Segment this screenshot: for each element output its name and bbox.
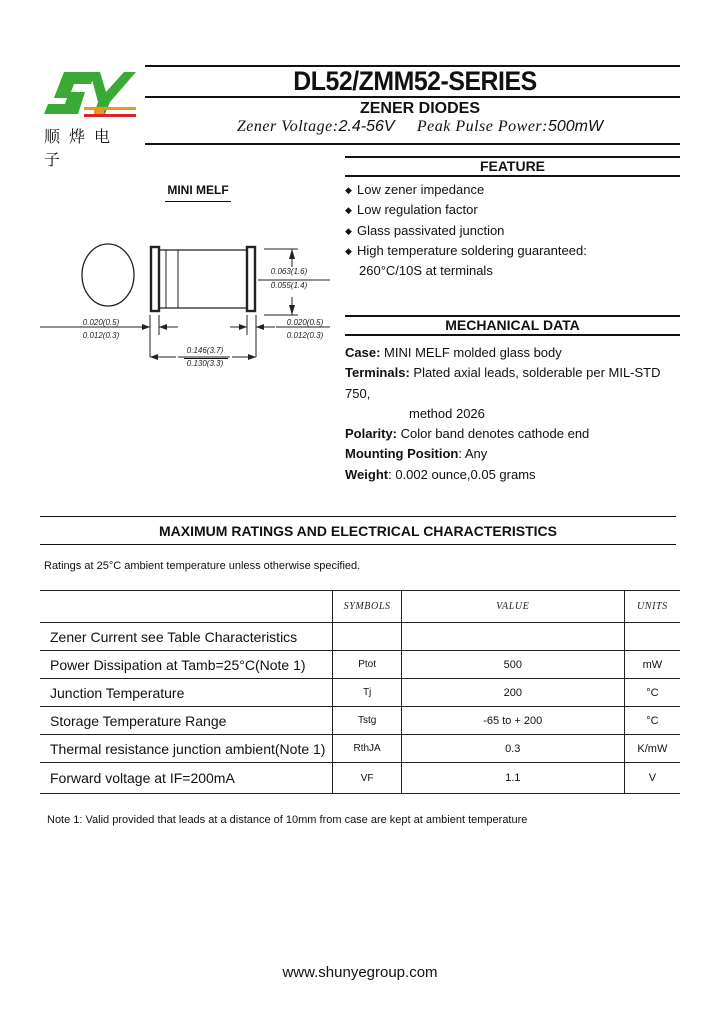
feature-item: ◆ Low zener impedance: [345, 180, 685, 200]
mech-case: Case: MINI MELF molded glass body: [345, 345, 562, 360]
package-label: MINI MELF: [167, 183, 229, 197]
arrow-bullet-icon: ◆: [345, 205, 352, 216]
arrow-bullet-icon: ◆: [345, 245, 352, 256]
table-row: Thermal resistance junction ambient(Note 1) RthJA 0.3 K/mW: [40, 735, 680, 763]
page-title: DL52/ZMM52-SERIES: [293, 66, 537, 96]
ratings-rule-top: [40, 516, 676, 517]
mechanical-title: MECHANICAL DATA: [445, 317, 580, 333]
header-rule-bottom: [145, 143, 680, 145]
dim-left-cap-max: 0.020(0.5): [82, 318, 120, 327]
table-row: Power Dissipation at Tamb=25°C(Note 1) Ptot 500 mW: [40, 651, 680, 679]
package-label-underline: [165, 201, 231, 202]
feature-item: ◆ Glass passivated junction: [345, 221, 685, 241]
table-row: Storage Temperature Range Tstg -65 to + 200 °C: [40, 707, 680, 735]
arrow-bullet-icon: ◆: [345, 225, 352, 236]
ratings-title: MAXIMUM RATINGS AND ELECTRICAL CHARACTERISTICS: [159, 523, 557, 539]
dim-right-cap-min: 0.012(0.3): [286, 331, 324, 340]
company-chinese-name: 顺烨电子: [44, 127, 120, 169]
dim-length-divider: [184, 358, 228, 359]
company-logo: [38, 62, 138, 169]
mechanical-data: [345, 343, 685, 485]
table-header-row: [40, 591, 680, 623]
spec-line: [220, 118, 620, 136]
col-value: VALUE: [401, 591, 624, 623]
mechanical-rule-bottom: [345, 334, 680, 336]
mech-mounting: Mounting Position: Any: [345, 446, 488, 462]
mech-terminals-cont: method 2026: [409, 405, 485, 421]
table-row: Forward voltage at IF=200mA VF 1.1 V: [40, 763, 680, 794]
product-type: ZENER DIODES: [359, 100, 480, 117]
col-parameter: [40, 591, 333, 623]
feature-item: ◆ High temperature soldering guaranteed:: [345, 241, 685, 261]
peak-power-value: 500mW: [547, 118, 604, 135]
website-link[interactable]: www.shunyegroup.com: [282, 964, 438, 981]
mech-polarity: Polarity: Color band denotes cathode end: [345, 426, 590, 442]
feature-item: ◆ Low regulation factor: [345, 200, 685, 220]
dim-body-dia-max: 0.063(1.6): [270, 267, 308, 276]
dim-right-cap-max: 0.020(0.5): [286, 318, 324, 327]
col-symbols: SYMBOLS: [333, 591, 401, 623]
feature-list: [345, 180, 685, 281]
table-row: Zener Current see Table Characteristics: [40, 623, 680, 651]
zener-voltage-value: 2.4-56V: [338, 118, 395, 135]
mech-weight: Weight: 0.002 ounce,0.05 grams: [345, 466, 536, 482]
peak-power-label: Peak Pulse Power:: [416, 118, 548, 135]
col-units: UNITS: [624, 591, 680, 623]
arrow-bullet-icon: ◆: [345, 185, 352, 195]
dim-body-dia-min: 0.055(1.4): [270, 281, 308, 290]
zener-voltage-label: Zener Voltage:: [236, 118, 339, 135]
ratings-note: Ratings at 25°C ambient temperature unless otherwise specified.: [44, 560, 361, 572]
mech-terminals: Terminals: Plated axial leads, solderable per MIL-STD 750,: [345, 365, 661, 401]
ratings-rule-bottom: [40, 544, 676, 545]
dim-length-min: 0.130(3.3): [186, 359, 224, 368]
end-view-circle: [82, 244, 134, 306]
feature-title: FEATURE: [479, 158, 546, 174]
header-rule-middle: [145, 96, 680, 98]
footnote: Note 1: Valid provided that leads at a distance of 10mm from case are kept at ambient temperature: [47, 814, 528, 826]
feature-item-continuation: 260°C/10S at terminals: [359, 263, 493, 279]
feature-rule-bottom: [345, 175, 680, 177]
table-row: Junction Temperature Tj 200 °C: [40, 679, 680, 707]
dim-left-cap-min: 0.012(0.3): [82, 331, 120, 340]
ratings-table: [40, 590, 680, 794]
dim-length-max: 0.146(3.7): [186, 346, 224, 355]
